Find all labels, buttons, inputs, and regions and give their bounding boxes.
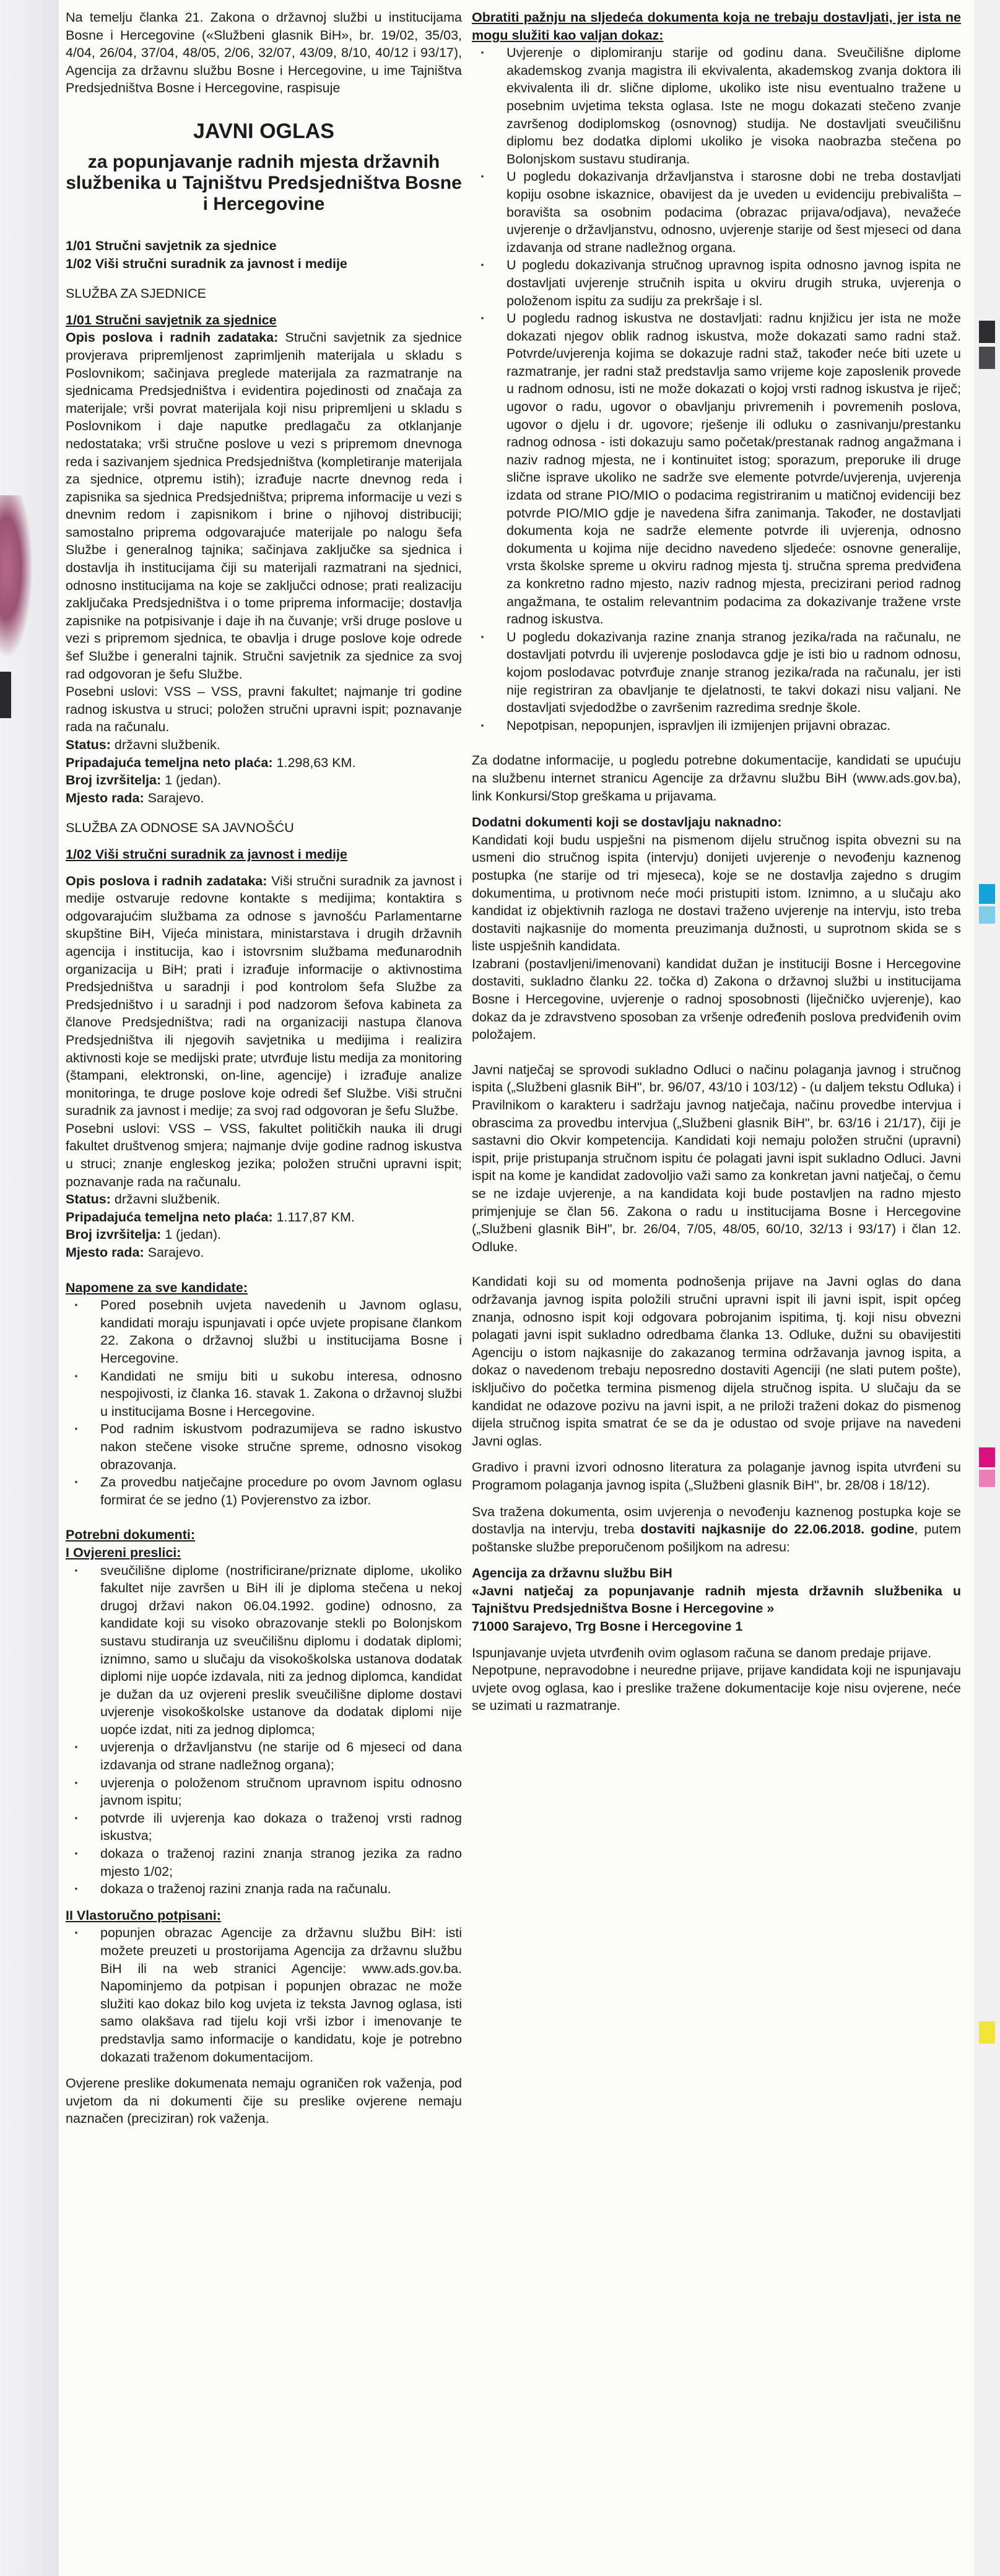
conditions-text: VSS – VSS, pravni fakultet; najmanje tri godine radnog iskustva u struci; položen stručni upravni ispit; poznavanje rada na računalu. [66,684,462,735]
left-page-margin [0,0,59,2576]
attention-list [472,44,961,734]
announcement-title: JAVNI OGLAS [193,119,334,143]
right-column [472,9,961,1724]
certified-copies-item: · sveučilišne diplome (nostrificirane/priznate diplome, ukoliko fakultet nije završen u BiH ili je diploma stečena u nekoj drugoj državi nakon 06.04.1992. godine) odnosno, za kandidate koji su visoko obrazovanje stekli po Bolonjskom sustavu studiranja uz sveučilišnu diplomu i dodatak diplomi; iznimno, samo u slučaju da visokoškolska ustanova dodatak diplomi nije uopće izdavala, niti za jednog diplomca, kandidat je dužan da uz ovjereni preslik sveučilišne diplome dostavi uvjerenje visokoškolske ustanove da dodatak diplomi nije uopće izdat, niti za jednog diplomca; [100,1562,462,1739]
certified-copies-item: · dokaza o traženoj razini znanja stranog jezika za radno mjesto 1/02; [100,1845,462,1880]
additional-documents-paragraph-2: Izabrani (postavljeni/imenovani) kandidat dužan je instituciji Bosne i Hercegovine dostaviti, sukladno članku 22. točka d) Zakona o državnoj službi u institucijama Bosne i Hercegovine, uvjerenje o radnoj sposobnosti (liječničko uvjerenje), kao dokaz da je zdravstveno sposoban za vršenje određenih poslova predviđenih ovim položajem. [472,956,961,1043]
right-print-edge [974,0,1000,2576]
position-title-1-01: 1/01 Stručni savjetnik za sjednice [66,312,277,327]
workplace-1-01 [66,789,462,807]
additional-documents-paragraph-1: Kandidati koji budu uspješni na pismenom dijelu stručnog ispita obvezni su na usmeni dio stručnog ispita (intervju) donijeti uvjerenje o nevođenju kaznenog postupka (ne starije od tri mjeseca), koje se ne dostavlja zajedno s drugim dokumentima, u protivnom neće moći pristupiti istom. Iznimno, a u slučaju ako kandidat iz objektivnih razloga ne dostavi traženo uvjerenje na intervju, isto treba dostaviti najkasnije do momenta preuzimanja dužnosti, u suprotnom skida se s liste uspješnih kandidata. [472,832,961,954]
section-heading-sessions: SLUŽBA ZA SJEDNICE [66,286,207,301]
conditions-label: Posebni uslovi: [66,684,159,700]
executors-value: 1 (jedan). [165,1227,221,1242]
intro-paragraph: Na temelju članka 21. Zakona o državnoj službi u institucijama Bosne i Hercegovine («Službeni glasnik BiH», br. 19/02, 35/03, 4/04, 26/04, 37/04, 48/05, 2/06, 32/07, 43/09, 8/10, 40/12 i 93/17), Agencija za državnu službu Bosne i Hercegovine, u ime Tajništva Predsjedništva Bosne i Hercegovine, raspisuje [66,10,462,96]
status-1-02 [66,1190,462,1208]
signed-documents-heading: II Vlastoručno potpisani: [66,1907,221,1923]
attention-item: · U pogledu dokazivanja državljanstva i starosne dobi ne treba dostavljati kopiju osobne iskaznice, obavijest da je uveden u evidenciju prebivališta – boravišta sa osobnim podacima (obrazac prijava/odjava), nevažeće uvjerenje o državljanstvu, odnosno, uvjerenje starije od šest mjeseci od dana izdavanja od strane nadležnog organa. [507,168,961,256]
candidates-exam-paragraph: Kandidati koji su od momenta podnošenja prijave na Javni oglas do dana održavanja javnog ispita položili stručni upravni ispit ili javni ispit, ispit općeg znanja, odnosno ispit koji odgovara pobrojanim ispitima, tj. koji nisu obvezni polagati javni ispit sukladno odredbama članka 13. Odluke, dužni su obavijestiti Agenciju o istom najkasnije do zakazanog termina održavanja javnog ispita, a dokaz o navedenom trebaju neposredno dostaviti Agenciji (ne slati putem pošte), isključivo do početka termina pismenog dijela stručnog ispita. U slučaju da se kandidat ne odazove pozivu na javni ispit, a ne priloži traženi dokaz do pismenog dijela stručnog ispita smatrat će se da je odustao od svoje prijave na navedeni Javni oglas. [472,1274,961,1449]
salary-label: Pripadajuća temeljna neto plaća: [66,1209,273,1225]
notes-item: · Pored posebnih uvjeta navedenih u Javnom oglasu, kandidati moraju ispunjavati i opće uvjete propisane člankom 22. Zakona o državnoj službi u institucijama Bosne i Hercegovine. [100,1296,462,1367]
position-list-item-1: 1/01 Stručni savjetnik za sjednice [66,238,277,253]
certified-copies-item: · uvjerenja o položenom stručnom upravnom ispitu odnosno javnom ispitu; [100,1774,462,1810]
notes-item: · Kandidati ne smiju biti u sukobu interesa, odnosno nespojivosti, iz članka 16. stavak 1. Zakona o državnoj službi u institucijama Bosne i Hercegovine. [100,1368,462,1421]
margin-photo-fragment [0,495,32,656]
status-value: državni službenik. [114,1192,220,1207]
workplace-value: Sarajevo. [147,1245,204,1260]
job-description-label: Opis poslova i radnih zadataka: [66,873,267,888]
special-conditions-1-02 [66,1120,462,1190]
registration-mark-magenta-light [979,1470,995,1487]
job-description-text: Stručni savjetnik za sjednice provjerava pripremljenost zaprimljenih materijala u skladu s Poslovnikom; sačinjava preglede materijala za razmatranje na sjednicama Predsjedništva i evidentira pojedinosti od značaja za materijale; vrši povrat materijala koji nisu pripremljeni u skladu s Poslovnikom i daje naputke predlagaču za otklanjanje nedostataka; vrši stručne poslove u vezi s pripremom dnevnoga reda i sazivanjem sjednica Predsjedništva (kompletiranje materijala za sjednice, otpremu istih); izrađuje nacrte dnevnog reda i zapisnika sa sjednica Predsjedništva; priprema informacije u vezi s dnevnim redom i zapisnikom i brine o njihovoj distribuciji; samostalno priprema odgovarajuće materijale po nalogu šefa Službe i generalnog tajnika; sačinjava zaključke sa sjednica i dostavlja ih institucijama čiji su materijali razmatrani na sjednici, odnosno institucijama na koje se zaključci odnose; prati realizaciju zaključaka Predsjedništva i o tome priprema informacije; dostavlja zapisnike na potpisivanje i daje ih na čuvanje; vrši druge poslove u vezi s pripremom sjednica, te obavlja i druge poslove koje odrede šef Službe i generalni tajnik. Stručni savjetnik za sjednice za svoj rad odgovoran je šefu Službe. [66,330,462,682]
job-description-1-02 [66,872,462,1120]
position-list-item-2: 1/02 Viši stručni suradnik za javnost i medije [66,256,347,271]
workplace-label: Mjesto rada: [66,790,144,805]
address-line-2: «Javni natječaj za popunjavanje radnih mjesta državnih službenika u Tajništvu Predsjedništva Bosne i Hercegovine » [472,1583,961,1616]
salary-value: 1.298,63 KM. [276,755,356,770]
certified-copies-item: · dokaza o traženoj razini znanja rada na računalu. [100,1880,462,1898]
conditions-label: Posebni uslovi: [66,1121,160,1136]
deadline-intro: Sva tražena dokumenta, osim uvjerenja o nevođenju kaznenog postupka koje se dostavlja na intervju, treba [472,1504,961,1537]
workplace-value: Sarajevo. [147,790,204,805]
registration-mark-cyan [979,884,995,904]
required-documents-heading: Potrebni dokumenti: [66,1527,196,1543]
job-description-1-01 [66,329,462,683]
attention-heading: Obratiti pažnju na sljedeća dokumenta koja ne trebaju dostavljati, jer ista ne mogu služiti kao valjan dokaz: [472,10,961,43]
certified-copies-validity-note: Ovjerene preslike dokumenata nemaju ograničen rok važenja, pod uvjetom da ni dokumenti čije su preslike ovjerene nemaju naznačen (preciziran) rok važenja. [66,2076,462,2127]
executors-value: 1 (jedan). [165,773,221,788]
certified-copies-list [66,1562,462,1898]
registration-mark-yellow [979,2021,995,2044]
additional-documents-heading: Dodatni dokumenti koji se dostavljaju naknadno: [472,815,782,830]
registration-mark-dark-2 [979,347,995,369]
notes-item: · Za provedbu natječajne procedure po ovom Javnom oglasu formirat će se jedno (1) Povjerenstvo za izbor. [100,1473,462,1509]
margin-letter-fragment [0,672,11,718]
registration-mark-magenta [979,1447,995,1467]
deadline-date: dostaviti najkasnije do 22.06.2018. godine [640,1522,915,1537]
registration-mark-cyan-light [979,906,995,924]
status-value: državni službenik. [114,737,220,752]
certified-copies-item: · potvrde ili uvjerenja kao dokaza o traženoj vrsti radnog iskustva; [100,1810,462,1845]
status-label: Status: [66,737,111,752]
literature-paragraph: Gradivo i pravni izvori odnosno literatura za polaganje javnog ispita utvrđeni su Programom polaganja javnog ispita („Službeni glasnik BiH", br. 28/08 i 18/12). [472,1460,961,1493]
executors-label: Broj izvršitelja: [66,773,162,788]
position-title-1-02: 1/02 Viši stručni suradnik za javnost i medije [66,846,347,862]
signed-documents-list [66,1924,462,2066]
conditions-text: VSS – VSS, fakultet političkih nauka ili drugi fakultet društvenog smjera; najmanje dvije godine radnog iskustva u struci; znanje engleskog jezika; položen stručni upravni ispit; poznavanje rada na računalu. [66,1121,462,1189]
executors-1-01 [66,771,462,789]
salary-label: Pripadajuća temeljna neto plaća: [66,755,273,770]
announcement-subtitle: za popunjavanje radnih mjesta državnih službenika u Tajništvu Predsjedništva Bosne i Hercegovine [66,151,462,214]
workplace-1-02 [66,1244,462,1262]
workplace-label: Mjesto rada: [66,1245,144,1260]
deadline-outro: , putem poštanske službe preporučenom pošiljkom na adresu: [472,1522,962,1555]
executors-1-02 [66,1226,462,1244]
notes-heading: Napomene za sve kandidate: [66,1280,248,1295]
salary-value: 1.117,87 KM. [276,1209,355,1225]
attention-item: · U pogledu radnog iskustva ne dostavljati: radnu knjižicu jer ista ne može dokazati njegov oblik radnog iskustva, može dokazati samo radni staž. Potvrde/uvjerenja kojima se dokazuje radni staž, također neće biti uzete u razmatranje, jer radni staž predstavlja samo vrijeme koje zaposlenik provede u radnom odnosu, isti ne može dokazati o kojoj vrsti radnog iskustva je riječ; ugovor o radu, ugovor o obavljanju privremenih i povremenih poslova, ugovor o djelu i dr. ugovore; rješenje ili odluku o zasnivanju/prestanku radnog odnosa - isti dokazuju samo početak/prestanak radnog angažmana i naziv radnog mjesta, ne i kontinuitet istog; sporazum, preporuke ili druge slične isprave ukoliko ne sadrže sve elemente potvrde/uvjerenja, uvjerenja izdata od strane PIO/MIO o podacima registriranim u matičnoj evidenciji bez potvrde PIO/MIO gdje je navedena šifra zanimanja. Također, ne dostavljati dokumenta koja ne sadrže elemente potvrde ili uvjerenja, odnosno dokumenta u kojima nije decidno navedeno sljedeće: osnovne generalije, vrsta školske spreme u okviru radnog mjesta tj. stručna sprema predviđena za konkretno radno mjesto, naziv radnog mjesta, precizirani period radnog angažmana, te ostalim relevantnim podacima za dokazivanje tražene vrste radnog iskustva. [507,310,961,628]
address-line-1: Agencija za državnu službu BiH [472,1566,672,1581]
certified-copies-heading: I Ovjereni preslici: [66,1545,181,1560]
closing-paragraph-2: Nepotpune, nepravodobne i neuredne prijave, prijave kandidata koji ne ispunjavaju uvjete ovog oglasa, kao i preslike tražene dokumentacije koje nisu ovjerene, neće se uzimati u razmatranje. [472,1663,961,1714]
job-description-text: Viši stručni suradnik za javnost i medije ostvaruje redovne kontakte s medijima; kontaktira s odgovarajućim službama za odnose s javnošću Parlamentarne skupštine BiH, Vijeća ministara, ministarstava i drugih državnih agencija i institucija, kao i istovrsnim službama međunarodnih organizacija u BiH; prati i izrađuje informacije o aktivnostima Predsjedništva u saradnji i pod kontrolom šefa Službe za Predsjedništvo i u saradnji i pod nadzorom šefova kabineta za članove Predsjedništva; radi na organizaciji nastupa članova Predsjedništva ili njegovih savjetnika u medijima i realizira aktivnosti koje se medijski prate; utvrđuje listu medija za monitoring (štampani, elektronski, on-line, agencije) i izrađuje analize monitoringa, te druge poslove koje odredi šef Službe. Viši stručni suradnik za javnost i medije; za svoj rad odgovoran je šefu Službe. [66,873,462,1119]
job-description-label: Opis poslova i radnih zadataka: [66,330,279,345]
left-column [66,9,462,2136]
competition-rules-paragraph: Javni natječaj se sprovodi sukladno Odluci o načinu polaganja javnog i stručnog ispita („Službeni glasnik BiH", br. 96/07, 43/10 i 103/12) - (u daljem tekstu Odluka) i Pravilnikom o karakteru i sadržaju javnog natječaja, načinu provedbe intervjua i obrascima za provedbu intervjua („Službeni glasnik BiH", br. 63/16 i 21/17), čiji je sastavni dio Okvir kompetencija. Kandidati koji nemaju položen stručni (upravni) ispit, prije pristupanja stručnom ispitu će polagati javni ispit sukladno Odluci. Javni ispit na kome je kandidat zadovoljio važi samo za konkretan javni natječaj, o čemu se ne izdaje uvjerenje, a na kandidata koji bude postavljen na radno mjesto primjenjuje se član 56. Zakona o radu u institucijama Bosne i Hercegovine („Službeni glasnik BiH", br. 26/04, 7/05, 48/05, 60/10, 32/13 i 93/17) i član 12. Odluke. [472,1062,961,1254]
registration-mark-dark-1 [979,321,995,343]
section-heading-public-relations: SLUŽBA ZA ODNOSE SA JAVNOŠĆU [66,820,294,836]
notes-item: · Pod radnim iskustvom podrazumijeva se radno iskustvo nakon stečene visoke stručne spreme, odnosno visokog obrazovanja. [100,1420,462,1473]
executors-label: Broj izvršitelja: [66,1227,162,1242]
status-label: Status: [66,1192,111,1207]
certified-copies-item: · uvjerenja o državljanstvu (ne starije od 6 mjeseci od dana izdavanja od strane nadležnog organa); [100,1738,462,1774]
signed-documents-item: · popunjen obrazac Agencije za državnu službu BiH: isti možete preuzeti u prostorijama Agencija za državnu službu BiH ili na web stranici Agencije: www.ads.gov.ba. Napominjemo da potpisan i popunjen obrazac ne može služiti kao dokaz bilo kog uvjeta iz teksta Javnog oglasa, isti samo olakšava rad tijelu koji vrši izbor i imenovanje te predstavlja samo informacije o kandidatu, koje je potrebno dokazati traženom dokumentacijom. [100,1924,462,2066]
status-1-01 [66,736,462,754]
more-info-paragraph: Za dodatne informacije, u pogledu potrebne dokumentacije, kandidati se upućuju na službenu internet stranicu Agencije za državnu službu BiH (www.ads.gov.ba), link Konkursi/Stop greškama u prijavama. [472,753,961,804]
special-conditions-1-01 [66,683,462,736]
attention-item: · Nepotpisan, nepopunjen, ispravljen ili izmijenjen prijavni obrazac. [507,717,961,735]
attention-item: · U pogledu dokazivanja razine znanja stranog jezika/rada na računalu, ne dostavljati potvrdu ili uvjerenje poslodavca gdje je isti bio u radnom odnosu, kojom poslodavac potvrđuje znanje stranog jezika/rada na računalu, jer isti nije registriran za obavljanje te djelatnosti, te takvi dokazi nisu valjani. Ne dostavljati svjedodžbe o završenim razredima srednje škole. [507,628,961,717]
deadline-paragraph [472,1503,961,1556]
closing-paragraph-1: Ispunjavanje uvjeta utvrđenih ovim oglasom računa se danom predaje prijave. [472,1645,932,1660]
notes-list [66,1296,462,1509]
attention-item: · U pogledu dokazivanja stručnog upravnog ispita odnosno javnog ispita ne dostavljati uvjerenje stručnih ispita u okviru drugih struka, uvjerenja o položenom ispitu za sudiju za prekršaje i sl. [507,256,961,310]
salary-1-01 [66,754,462,772]
attention-item: · Uvjerenje o diplomiranju starije od godinu dana. Sveučilišne diplome akademskog zvanja magistra ili ekvivalenta, akademskog zvanja doktora ili ekvivalenta ili dr. slične diplome, ukoliko iste nisu eventualno tražene u posebnim uvjetima teksta oglasa. Iste ne mogu dokazati stečeno zvanje završenog dodiplomskog (osnovnog) studija. Ne dostavljati sveučilišnu diplomu bez dodatka diplomi ukoliko je visoka naobrazba stečena po Bolonjskom sustavu studiranja. [507,44,961,168]
salary-1-02 [66,1208,462,1226]
address-line-3: 71000 Sarajevo, Trg Bosne i Hercegovine 1 [472,1619,743,1634]
